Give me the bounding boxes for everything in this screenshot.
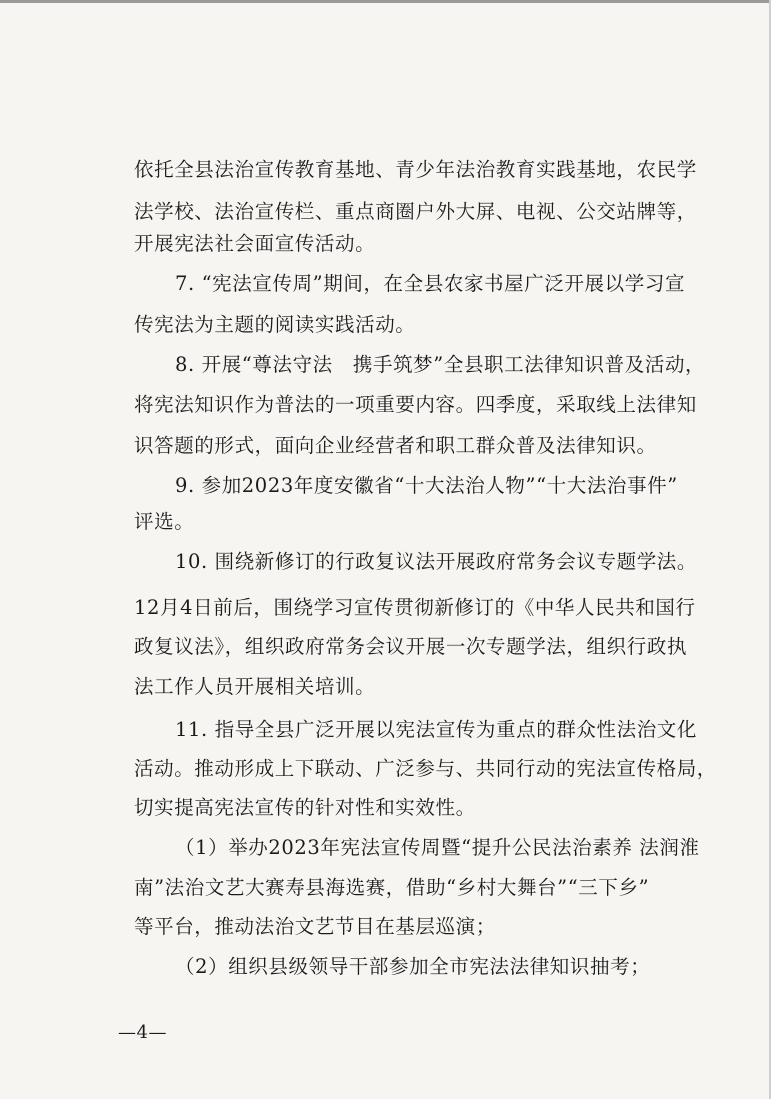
scan-top-edge [0,0,771,3]
text-line: 传宪法为主题的阅读实践活动。 [134,313,416,336]
text-line: 开展宪法社会面宣传活动。 [134,232,376,255]
text-line: 将宪法知识作为普法的一项重要内容。四季度，采取线上法律知 [134,393,697,416]
sub-item-2: （2）组织县级领导干部参加全市宪法法律知识抽考； [175,955,651,978]
item-10-heading: 10. 围绕新修订的行政复议法开展政府常务会议专题学法。 [175,550,698,573]
text-line: 切实提高宪法宣传的针对性和实效性。 [134,796,476,819]
item-8-heading: 8. 开展“尊法守法 携手筑梦”全县职工法律知识普及活动， [175,353,706,376]
text-line: 评选。 [134,510,195,533]
text-line: 依托全县法治宣传教育基地、青少年法治教育实践基地，农民学 [134,158,697,181]
sub-item-1: （1）举办2023年宪法宣传周暨“提升公民法治素养 法润淮 [175,836,700,859]
text-line: 12月4日前后，围绕学习宣传贯彻新修订的《中华人民共和国行 [134,596,696,619]
text-line: 法工作人员开展相关培训。 [134,675,376,698]
item-7-heading: 7. “宪法宣传周”期间，在全县农家书屋广泛开展以学习宣 [175,272,686,295]
text-line: 等平台，推动法治文艺节目在基层巡演； [134,915,496,938]
text-line: 识答题的形式，面向企业经营者和职工群众普及法律知识。 [134,434,657,457]
item-11-heading: 11. 指导全县广泛开展以宪法宣传为重点的群众性法治文化 [175,718,698,741]
item-9-heading: 9. 参加2023年度安徽省“十大法治人物”“十大法治事件” [175,474,678,497]
text-line: 活动。推动形成上下联动、广泛参与、共同行动的宪法宣传格局， [134,757,717,780]
text-line: 政复议法》，组织政府常务会议开展一次专题学法，组织行政执 [134,635,688,658]
page-number: —4— [118,1022,167,1043]
text-line: 法学校、法治宣传栏、重点商圈户外大屏、电视、公交站牌等， [134,200,697,223]
text-line: 南”法治文艺大赛寿县海选赛，借助“乡村大舞台”“三下乡” [134,876,650,899]
